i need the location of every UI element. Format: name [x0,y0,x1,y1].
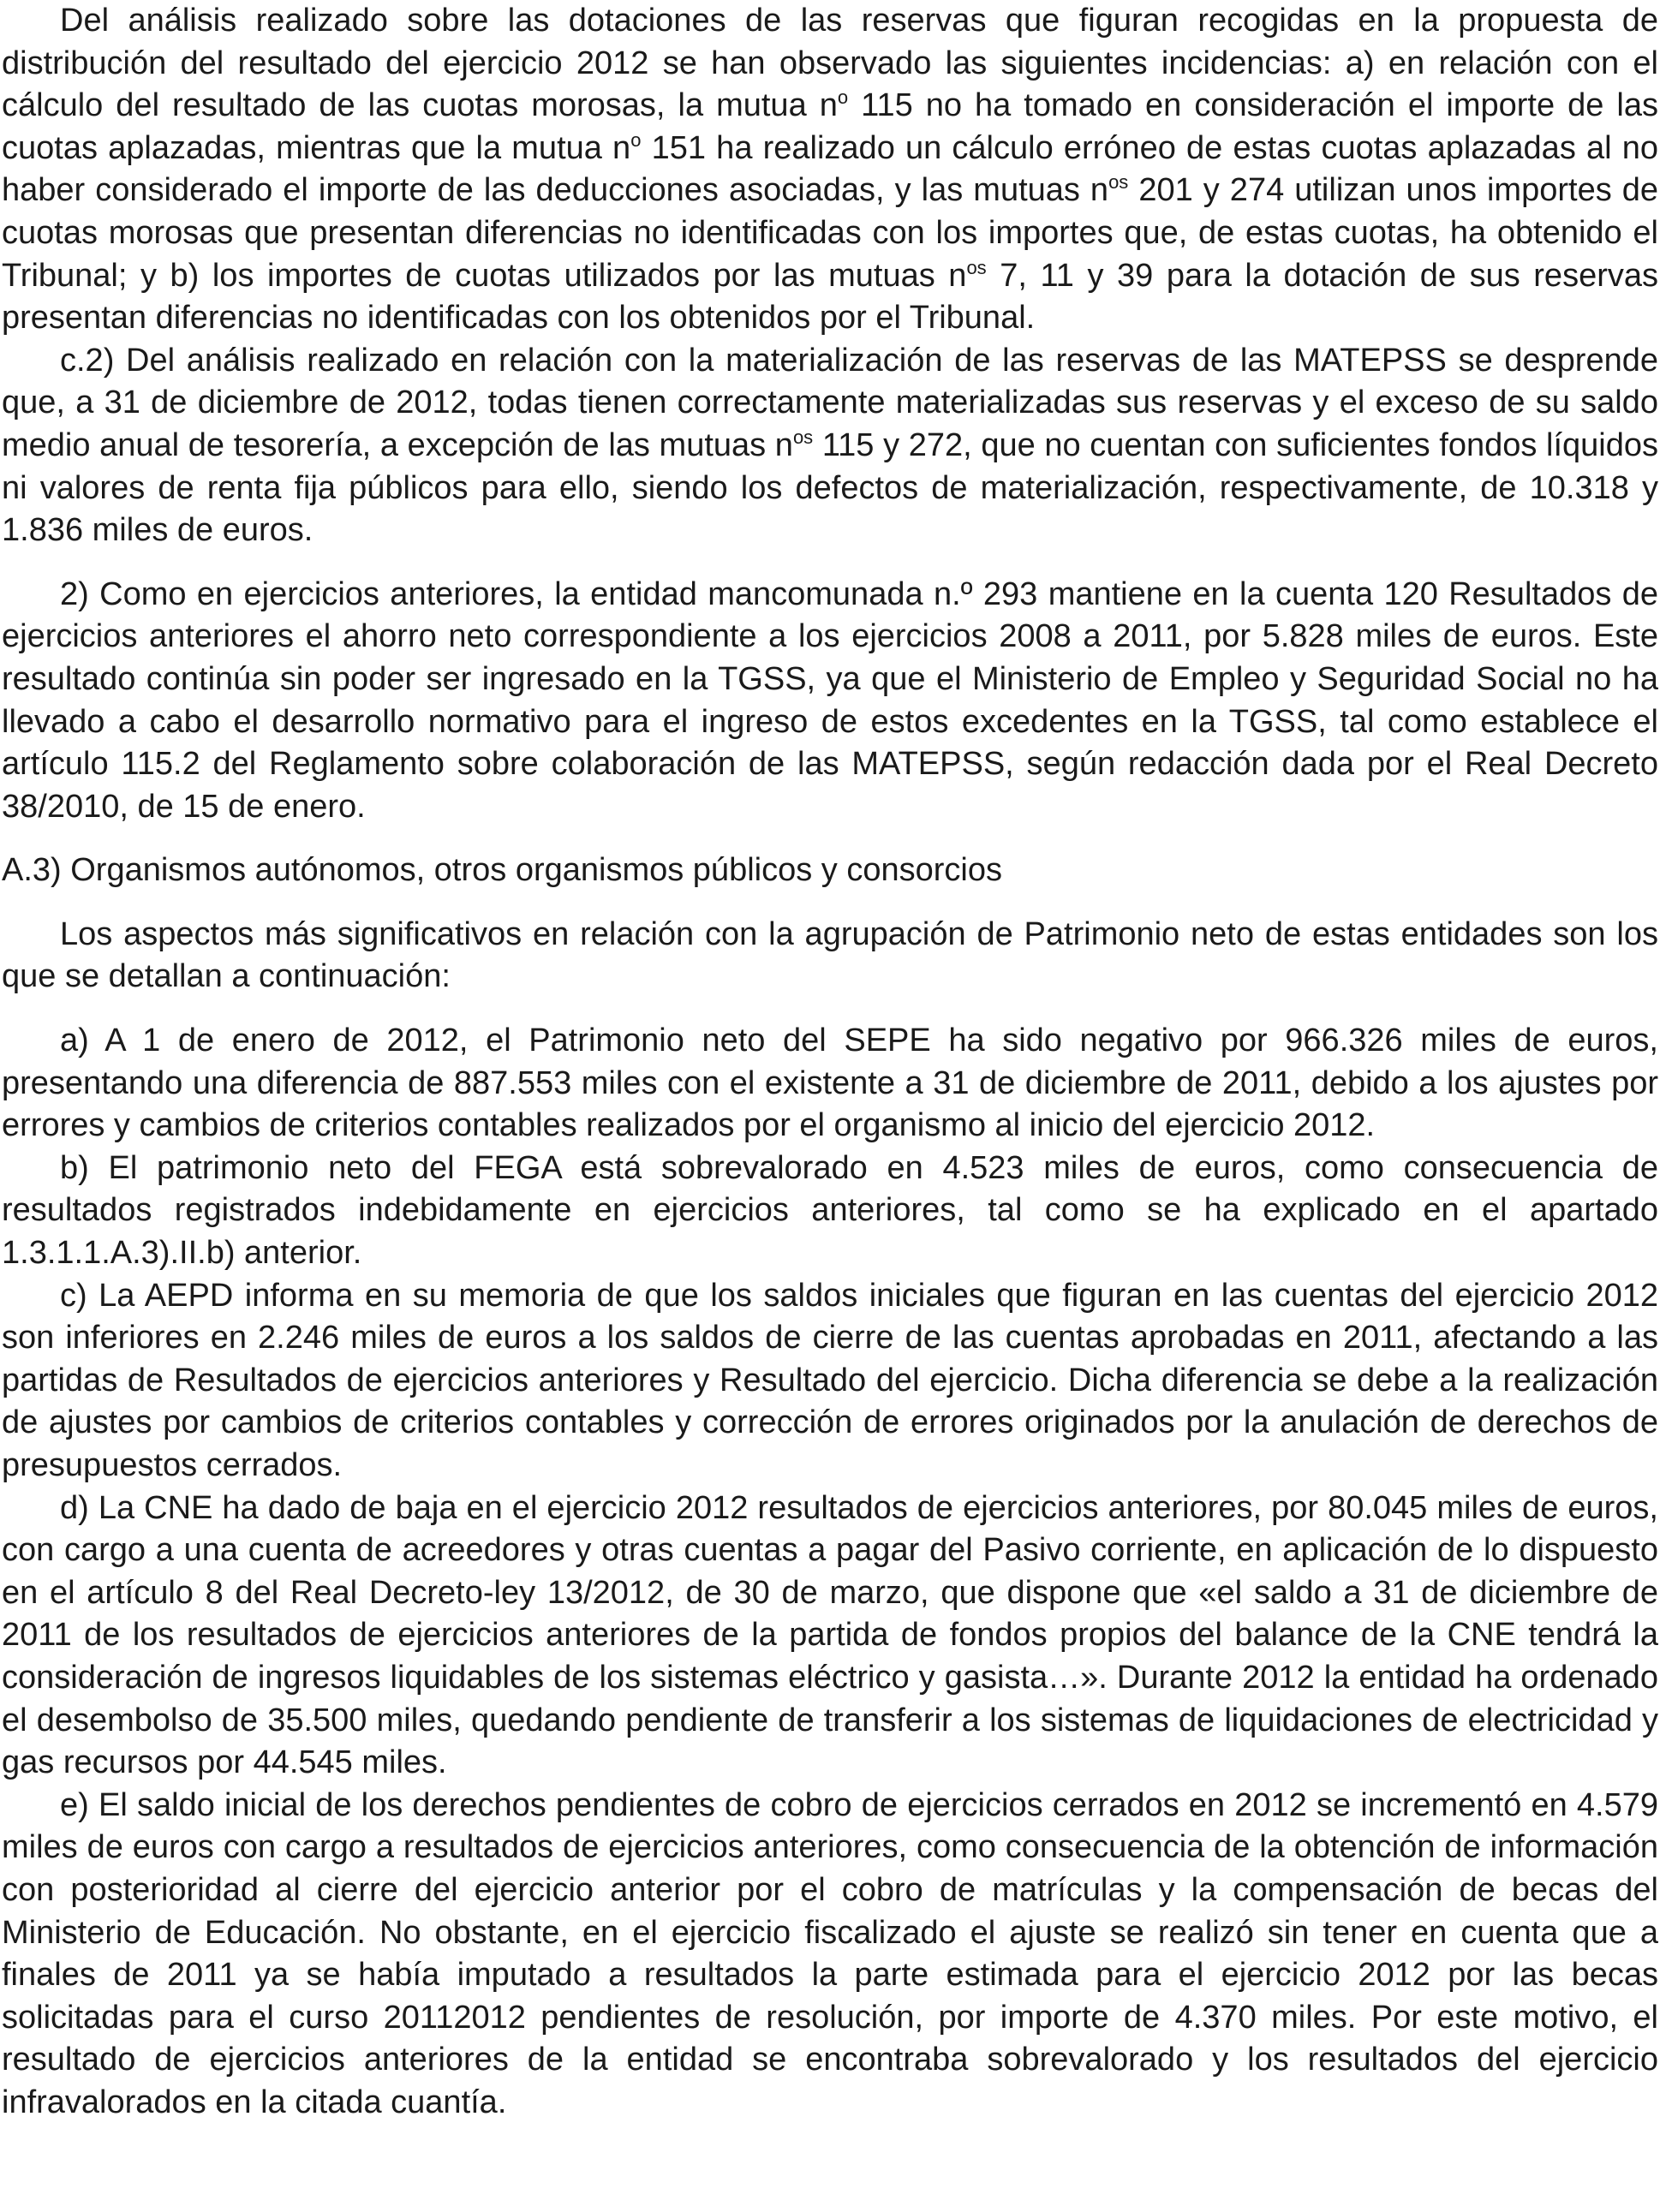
section-heading-a3: A.3) Organismos autónomos, otros organismos públicos y consorcios [2,852,1002,889]
paragraph-a-sepe: a) A 1 de enero de 2012, el Patrimonio neto del SEPE ha sido negativo por 966.326 miles de euros, presentando una diferencia de 887.553 miles con el existente a 31 de diciembre de 2011, debido a los ajustes por errores y cambios de criterios contables realizados por el organismo al inicio del ejercicio 2012. [2,1023,1658,1144]
paragraph-d-cne: d) La CNE ha dado de baja en el ejercicio 2012 resultados de ejercicios anteriores, por 80.045 miles de euros, con cargo a una cuenta de acreedores y otras cuentas a pagar del Pasivo corriente, en aplicación de lo dispuesto en el artículo 8 del Real Decreto-ley 13/2012, de 30 de marzo, que dispone que «el saldo a 31 de diciembre de 2011 de los resultados de ejercicios anteriores de la partida de fondos propios del balance de la CNE tendrá la consideración de ingresos liquidables de los sistemas eléctrico y gasista…». Durante 2012 la entidad ha ordenado el desembolso de 35.500 miles, quedando pendiente de transferir a los sistemas de liquidaciones de electricidad y gas recursos por 44.545 miles. [2,1489,1658,1781]
document-page [2,0,1658,2125]
paragraph-aspectos-significativos: Los aspectos más significativos en relación con la agrupación de Patrimonio neto de estas entidades son los que se detallan a continuación: [2,915,1658,995]
paragraph-reservas-incidencias: Del análisis realizado sobre las dotaciones de las reservas que figuran recogidas en la propuesta de distribución del resultado del ejercicio 2012 se han observado las siguientes incidencias: a) en relación con el cálculo del resultado de las cuotas morosas, la mutua $n^o$ 115 no ha tomado en consideración el importe de las cuotas aplazadas, mientras que la mutua $n^o$ 151 ha realizado un cálculo erróneo de estas cuotas aplazadas al no haber considerado el importe de las deducciones asociadas, y las mutuas $n^{os}$ 201 y 274 utilizan unos importes de cuotas morosas que presentan diferencias no identificadas con los importes que, de estas cuotas, ha obtenido el Tribunal; y b) los importes de cuotas utilizados por las mutuas $n^{os}$ 7, 11 y 39 para la dotación de sus reservas presentan diferencias no identificadas con los obtenidos por el Tribunal. [2,3,1659,337]
paragraph-b-fega: b) El patrimonio neto del FEGA está sobrevalorado en 4.523 miles de euros, como consecuencia de resultados registrados indebidamente en ejercicios anteriores, tal como se ha explicado en el apartado 1.3.1.1.A.3).II.b) anterior. [2,1149,1658,1272]
paragraph-e-derechos-pendientes: e) El saldo inicial de los derechos pendientes de cobro de ejercicios cerrados en 2012 se incrementó en 4.579 miles de euros con cargo a resultados de ejercicios anteriores, como consecuencia de la obtención de información con posterioridad al cierre del ejercicio anterior por el cobro de matrículas y la compensación de becas del Ministerio de Educación. No obstante, en el ejercicio fiscalizado el ajuste se realizó sin tener en cuenta que a finales de 2011 ya se había imputado a resultados la parte estimada para el ejercicio 2012 por las becas solicitadas para el curso 20112012 pendientes de resolución, por importe de 4.370 miles. Por este motivo, el resultado de ejercicios anteriores de la entidad se encontraba sobrevalorado y los resultados del ejercicio infravalorados en la citada cuantía. [2,1786,1658,2120]
paragraph-c-aepd: c) La AEPD informa en su memoria de que los saldos iniciales que figuran en las cuentas del ejercicio 2012 son inferiores en 2.246 miles de euros a los saldos de cierre de las cuentas aprobadas en 2011, afectando a las partidas de Resultados de ejercicios anteriores y Resultado del ejercicio. Dicha diferencia se debe a la realización de ajustes por cambios de criterios contables y corrección de errores originados por la anulación de derechos de presupuestos cerrados. [2,1277,1658,1483]
paragraph-2-entidad-mancomunada: 2) Como en ejercicios anteriores, la entidad mancomunada n.º 293 mantiene en la cuenta 120 Resultados de ejercicios anteriores el ahorro neto correspondiente a los ejercicios 2008 a 2011, por 5.828 miles de euros. Este resultado continúa sin poder ser ingresado en la TGSS, ya que el Ministerio de Empleo y Seguridad Social no ha llevado a cabo el desarrollo normativo para el ingreso de estos excedentes en la TGSS, tal como establece el artículo 115.2 del Reglamento sobre colaboración de las MATEPSS, según redacción dada por el Real Decreto 38/2010, de 15 de enero. [2,575,1658,825]
paragraph-c2-materializacion: c.2) Del análisis realizado en relación con la materialización de las reservas de las MATEPSS se desprende que, a 31 de diciembre de 2012, todas tienen correctamente materializadas sus reservas y el exceso de su saldo medio anual de tesorería, a excepción de las mutuas $n^{os}$ 115 y 272, que no cuentan con suficientes fondos líquidos ni valores de renta fija públicos para ello, siendo los defectos de materialización, respectivamente, de 10.318 y 1.836 miles de euros. [2,342,1658,549]
